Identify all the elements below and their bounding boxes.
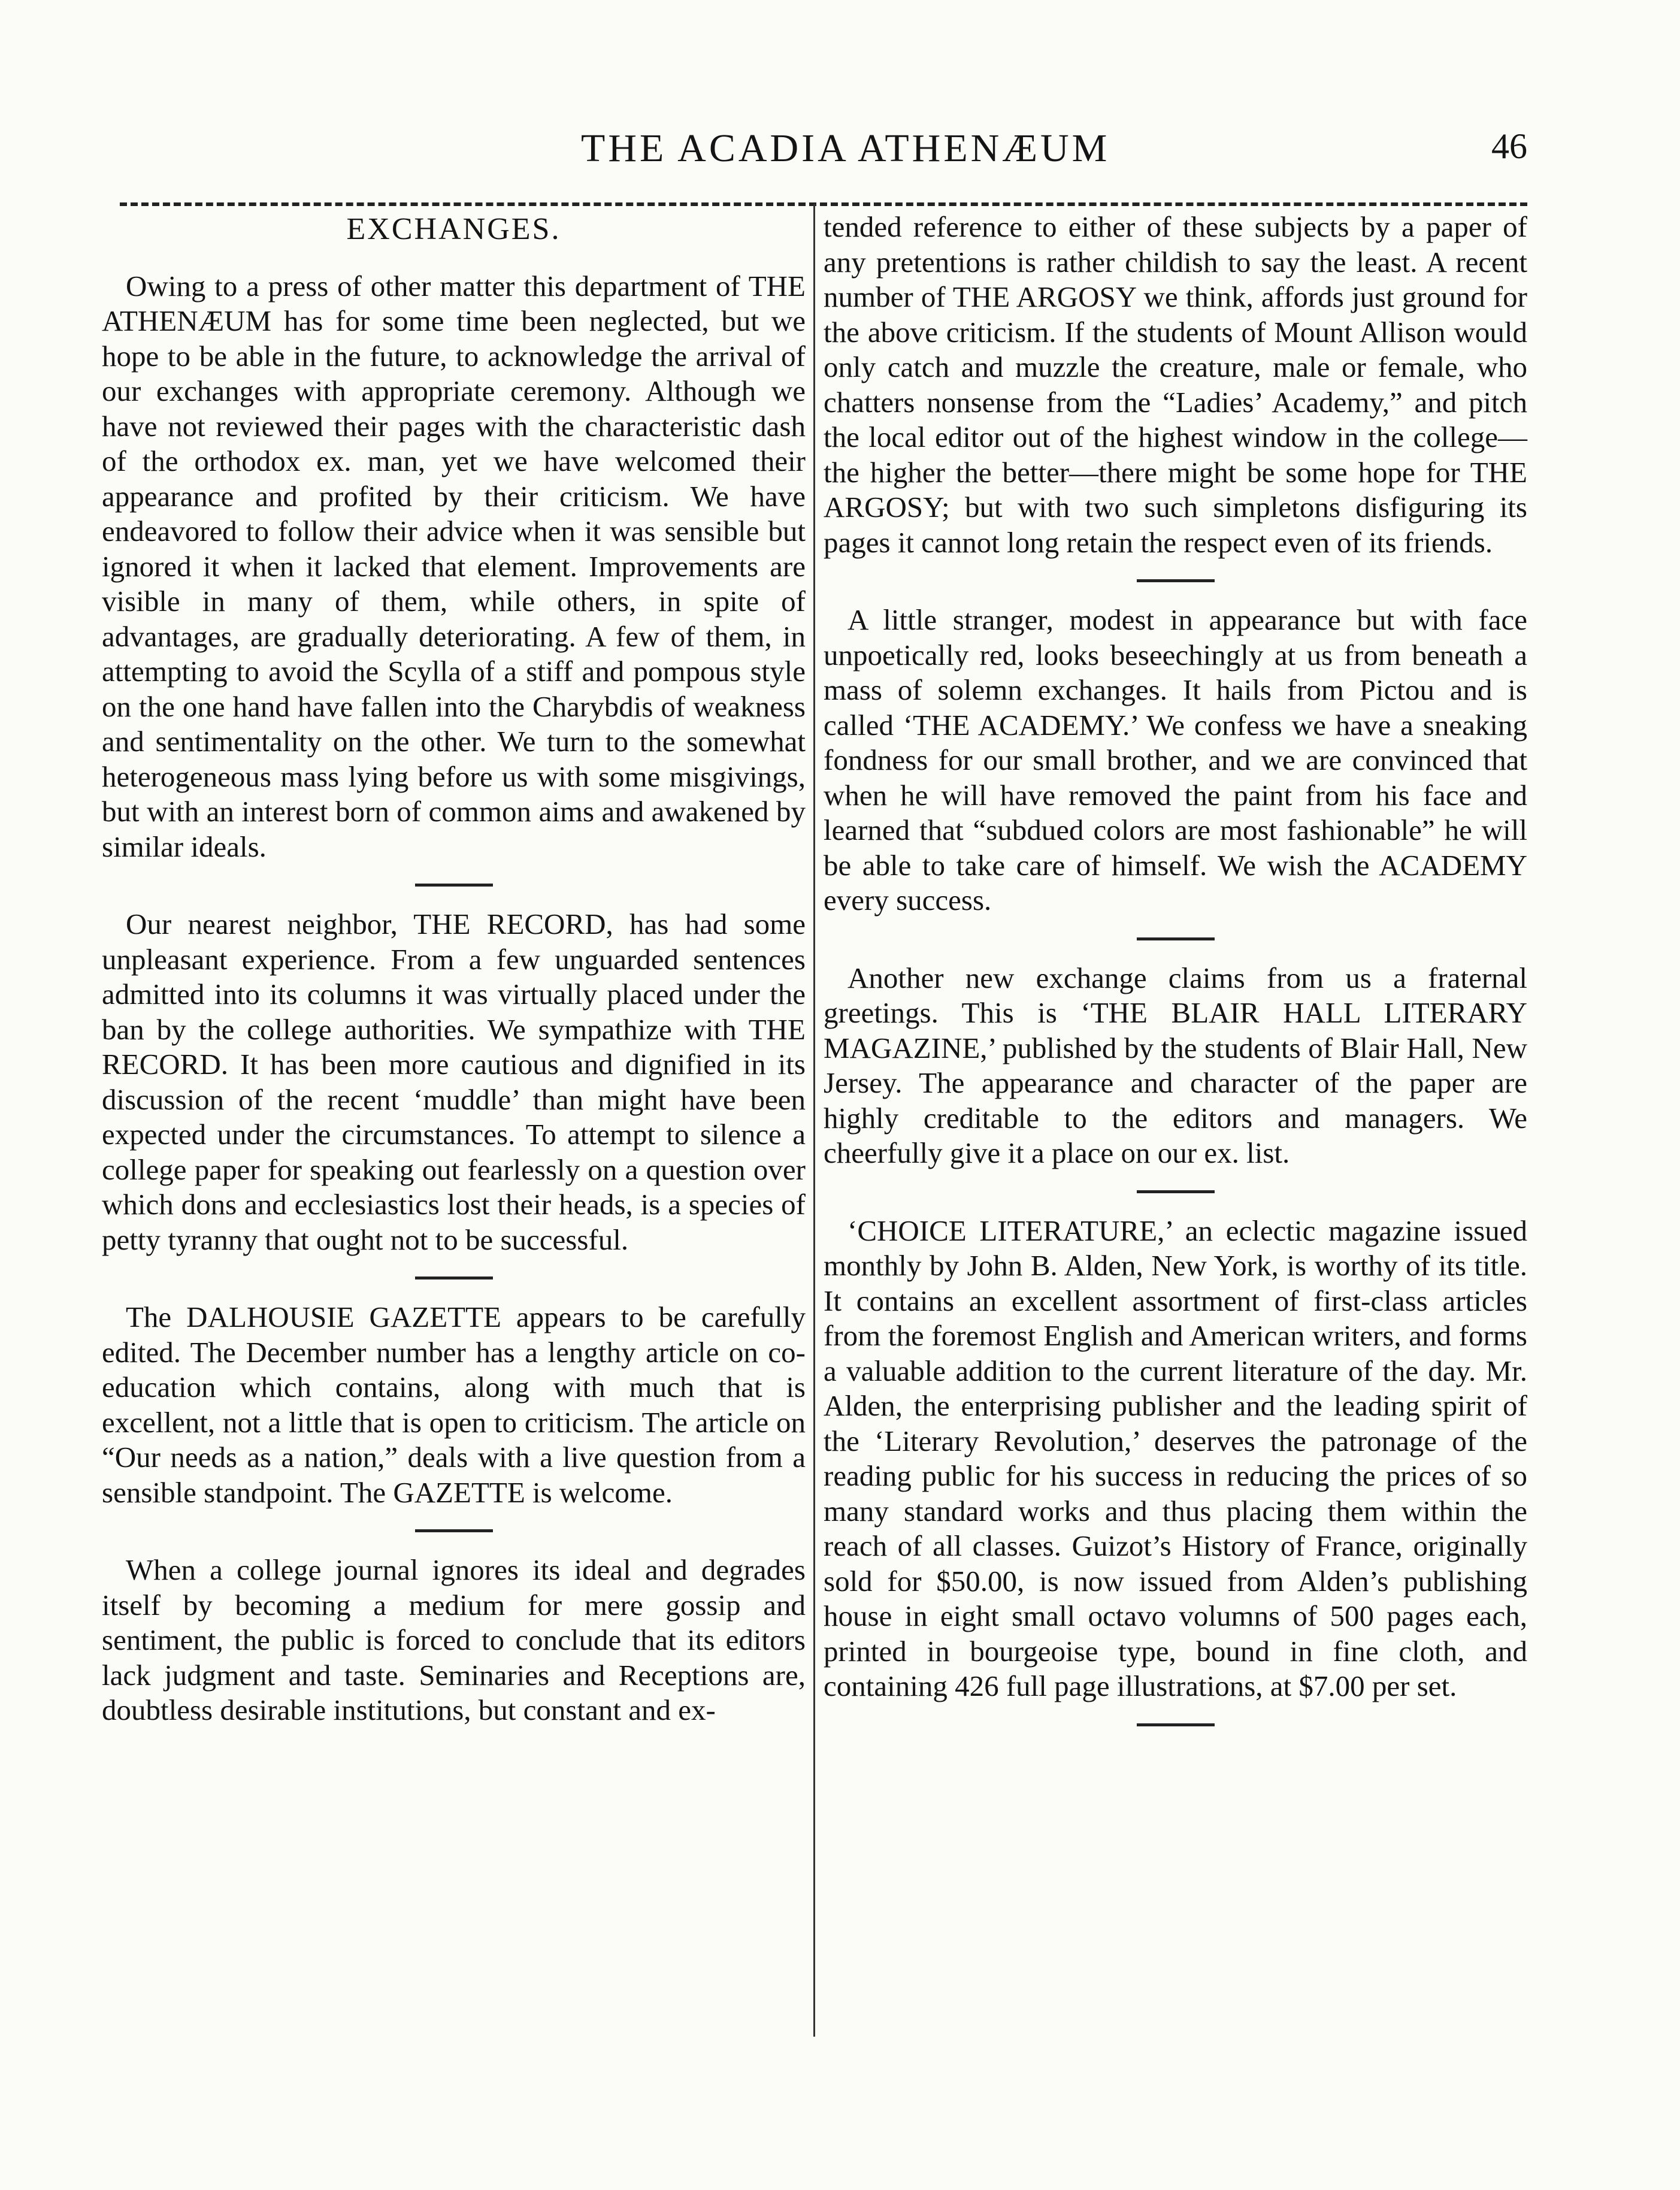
section-separator bbox=[415, 1277, 493, 1279]
paragraph-dalhousie: The DALHOUSIE GAZETTE appears to be carefully edited. The December number has a lengthy article on co-education which contains, along with much that is excellent, not a little that is open to criticism. The article on “Our needs as a nation,” deals with a live question from a sensible standpoint. The GAZETTE is welcome. bbox=[102, 1300, 806, 1509]
paragraph-college-journal: When a college journal ignores its ideal and degrades itself by becoming a medium for mere gossip and sentiment, the public is forced to conclude that its editors lack judgment and taste. Seminaries and Receptions are, doubtless desirable institutions, but constant and ex- bbox=[102, 1553, 806, 1726]
left-column bbox=[102, 210, 806, 1728]
page-number: 46 bbox=[1491, 126, 1527, 166]
page-header bbox=[108, 126, 1527, 186]
running-title: THE ACADIA ATHENÆUM bbox=[581, 126, 1110, 170]
section-separator bbox=[1137, 579, 1215, 582]
paragraph-intro: Owing to a press of other matter this department of THE ATHENÆUM has for some time been neglected, but we hope to be able in the future, to acknowledge the arrival of our exchanges with appropriate ceremony. Although we have not reviewed their pages with the characteristic dash of the orthodox ex. man, yet we have welcomed their appearance and profited by their criticism. We have endeavored to follow their advice when it was sensible but ignored it when it lacked that element. Improvements are visible in many of them, while others, in spite of advantages, are gradually deteriorating. A few of them, in attempting to avoid the Scylla of a stiff and pompous style on the one hand have fallen into the Charybdis of weakness and sentimentality on the other. We turn to the somewhat heterogeneous mass lying before us with some misgivings, but with an interest born of common aims and awakened by similar ideals. bbox=[102, 269, 806, 863]
header-rule bbox=[120, 202, 1527, 206]
section-separator bbox=[1137, 1190, 1215, 1193]
section-separator bbox=[415, 1529, 493, 1532]
paragraph-argosy-continued: tended reference to either of these subjects by a paper of any pretentions is rather childish to say the least. A recent number of THE ARGOSY we think, affords just ground for the above criticism. If the students of Mount Allison would only catch and muzzle the creature, male or female, who chatters nonsense from the “Ladies’ Academy,” and pitch the local editor out of the highest window in the college—the higher the better—there might be some hope for THE ARGOSY; but with two such simpletons disfiguring its pages it cannot long retain the respect even of its friends. bbox=[824, 210, 1527, 559]
section-separator bbox=[1137, 937, 1215, 940]
paragraph-blair-hall: Another new exchange claims from us a fraternal greetings. This is ‘THE BLAIR HALL LITERARY MAGAZINE,’ published by the students of Blair Hall, New Jersey. The appearance and character of the paper are highly creditable to the editors and managers. We cheerfully give it a place on our ex. list. bbox=[824, 961, 1527, 1169]
section-separator bbox=[415, 884, 493, 887]
section-separator bbox=[1137, 1723, 1215, 1726]
paragraph-academy: A little stranger, modest in appearance but with face unpoetically red, looks beseechingly at us from beneath a mass of solemn exchanges. It hails from Pictou and is called ‘THE ACADEMY.’ We confess we have a sneaking fondness for our small brother, and we are convinced that when he will have removed the paint from his face and learned that “subdued colors are most fashionable” he will be able to take care of himself. We wish the ACADEMY every success. bbox=[824, 603, 1527, 916]
section-title: EXCHANGES. bbox=[346, 212, 561, 246]
paragraph-record: Our nearest neighbor, THE RECORD, has had some unpleasant experience. From a few unguarded sentences admitted into its columns it was virtually placed under the ban by the college authorities. We sympathize with THE RECORD. It has been more cautious and dignified in its discussion of the recent ‘muddle’ than might have been expected under the circumstances. To attempt to silence a college paper for speaking out fearlessly on a question over which dons and ecclesiastics lost their heads, is a species of petty tyranny that ought not to be successful. bbox=[102, 908, 806, 1256]
column-divider bbox=[813, 204, 815, 2037]
paragraph-choice-literature: ‘CHOICE LITERATURE,’ an eclectic magazine issued monthly by John B. Alden, New York, is worthy of its title. It contains an excellent assortment of first-class articles from the foremost English and American writers, and forms a valuable addition to the current literature of the day. Mr. Alden, the enterprising publisher and the leading spirit of the ‘Literary Revolution,’ deserves the patronage of the reading public for his success in reducing the prices of so many standard works and thus placing them within the reach of all classes. Guizot’s History of France, originally sold for $50.00, is now issued from Alden’s publishing house in eight small octavo volumns of 500 pages each, printed in bourgeoise type, bound in fine cloth, and containing 426 full page illustrations, at $7.00 per set. bbox=[824, 1214, 1527, 1702]
right-column bbox=[824, 210, 1527, 1747]
